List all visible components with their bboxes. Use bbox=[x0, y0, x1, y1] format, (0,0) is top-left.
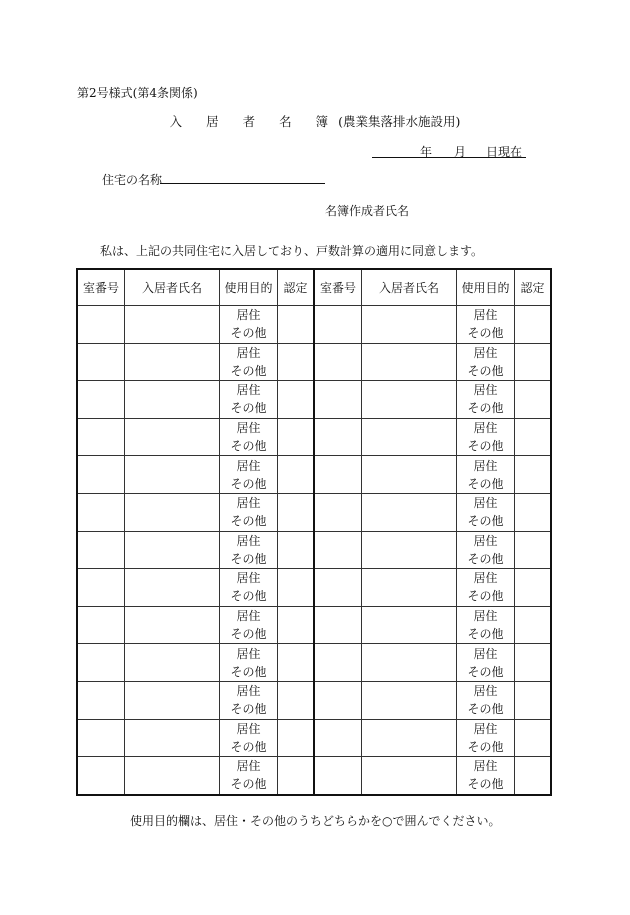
purpose-option-residence[interactable]: 居住 bbox=[473, 684, 498, 699]
resident-name-cell[interactable] bbox=[125, 719, 220, 757]
table-row bbox=[77, 531, 551, 569]
document-title bbox=[0, 112, 630, 130]
certification-cell[interactable] bbox=[278, 644, 315, 682]
room-number-cell[interactable] bbox=[314, 456, 362, 494]
room-number-cell[interactable] bbox=[314, 719, 362, 757]
header-room-number: 室番号 bbox=[77, 269, 125, 306]
housing-name-field[interactable] bbox=[160, 183, 325, 184]
room-number-cell[interactable] bbox=[314, 531, 362, 569]
purpose-option-other[interactable]: その他 bbox=[230, 664, 267, 679]
purpose-option-other[interactable]: その他 bbox=[467, 401, 504, 416]
resident-name-cell[interactable] bbox=[362, 681, 457, 719]
purpose-cell[interactable] bbox=[220, 531, 278, 569]
certification-cell[interactable] bbox=[515, 456, 552, 494]
purpose-option-residence[interactable]: 居住 bbox=[236, 646, 261, 661]
room-number-cell[interactable] bbox=[77, 456, 125, 494]
purpose-option-residence[interactable]: 居住 bbox=[236, 345, 261, 360]
purpose-option-residence[interactable]: 居住 bbox=[473, 721, 498, 736]
resident-name-cell[interactable] bbox=[362, 456, 457, 494]
purpose-cell[interactable] bbox=[220, 719, 278, 757]
purpose-option-other[interactable]: その他 bbox=[467, 514, 504, 529]
header-room-number: 室番号 bbox=[314, 269, 362, 306]
purpose-cell[interactable] bbox=[457, 381, 515, 419]
room-number-cell[interactable] bbox=[77, 343, 125, 381]
resident-name-cell[interactable] bbox=[125, 493, 220, 531]
room-number-cell[interactable] bbox=[314, 493, 362, 531]
table-row bbox=[77, 418, 551, 456]
header-purpose: 使用目的 bbox=[220, 269, 278, 306]
purpose-option-other[interactable]: その他 bbox=[230, 551, 267, 566]
certification-cell[interactable] bbox=[278, 606, 315, 644]
certification-cell[interactable] bbox=[515, 681, 552, 719]
resident-name-cell[interactable] bbox=[125, 381, 220, 419]
purpose-option-residence[interactable]: 居住 bbox=[473, 609, 498, 624]
certification-cell[interactable] bbox=[515, 719, 552, 757]
resident-name-cell[interactable] bbox=[125, 306, 220, 344]
purpose-option-other[interactable]: その他 bbox=[467, 739, 504, 754]
purpose-cell[interactable] bbox=[457, 606, 515, 644]
header-resident-name: 入居者氏名 bbox=[362, 269, 457, 306]
resident-name-cell[interactable] bbox=[362, 757, 457, 795]
purpose-option-other[interactable]: その他 bbox=[467, 551, 504, 566]
certification-cell[interactable] bbox=[515, 418, 552, 456]
purpose-cell[interactable] bbox=[457, 418, 515, 456]
resident-name-cell[interactable] bbox=[125, 569, 220, 607]
room-number-cell[interactable] bbox=[314, 644, 362, 682]
room-number-cell[interactable] bbox=[77, 757, 125, 795]
purpose-option-other[interactable]: その他 bbox=[230, 702, 267, 717]
purpose-option-residence[interactable]: 居住 bbox=[473, 646, 498, 661]
certification-cell[interactable] bbox=[515, 606, 552, 644]
date-month: 月 bbox=[454, 145, 467, 159]
purpose-cell[interactable] bbox=[457, 306, 515, 344]
title-suffix: (農業集落排水施設用) bbox=[338, 114, 461, 129]
purpose-cell[interactable] bbox=[457, 569, 515, 607]
certification-cell[interactable] bbox=[515, 569, 552, 607]
purpose-cell[interactable] bbox=[220, 343, 278, 381]
purpose-option-residence[interactable]: 居住 bbox=[236, 684, 261, 699]
purpose-option-residence[interactable]: 居住 bbox=[236, 759, 261, 774]
purpose-option-residence[interactable]: 居住 bbox=[473, 496, 498, 511]
resident-name-cell[interactable] bbox=[362, 644, 457, 682]
room-number-cell[interactable] bbox=[314, 606, 362, 644]
purpose-option-other[interactable]: その他 bbox=[467, 589, 504, 604]
certification-cell[interactable] bbox=[515, 343, 552, 381]
resident-name-cell[interactable] bbox=[362, 381, 457, 419]
table-row bbox=[77, 456, 551, 494]
room-number-cell[interactable] bbox=[314, 569, 362, 607]
purpose-option-residence[interactable]: 居住 bbox=[473, 458, 498, 473]
purpose-option-residence[interactable]: 居住 bbox=[473, 383, 498, 398]
purpose-option-other[interactable]: その他 bbox=[230, 739, 267, 754]
certification-cell[interactable] bbox=[515, 306, 552, 344]
purpose-cell[interactable] bbox=[457, 757, 515, 795]
title-main: 入 居 者 名 簿 bbox=[169, 114, 339, 129]
purpose-option-residence[interactable]: 居住 bbox=[236, 421, 261, 436]
purpose-option-residence[interactable]: 居住 bbox=[236, 571, 261, 586]
certification-cell[interactable] bbox=[278, 719, 315, 757]
purpose-option-residence[interactable]: 居住 bbox=[236, 533, 261, 548]
resident-name-cell[interactable] bbox=[125, 606, 220, 644]
certification-cell[interactable] bbox=[278, 757, 315, 795]
purpose-option-residence[interactable]: 居住 bbox=[473, 571, 498, 586]
author-name-label: 名簿作成者氏名 bbox=[325, 204, 410, 218]
purpose-option-other[interactable]: その他 bbox=[467, 326, 504, 341]
purpose-cell[interactable] bbox=[220, 306, 278, 344]
purpose-option-other[interactable]: その他 bbox=[230, 476, 267, 491]
resident-name-cell[interactable] bbox=[362, 493, 457, 531]
resident-name-cell[interactable] bbox=[125, 456, 220, 494]
purpose-option-other[interactable]: その他 bbox=[467, 664, 504, 679]
resident-name-cell[interactable] bbox=[362, 569, 457, 607]
resident-name-cell[interactable] bbox=[362, 606, 457, 644]
resident-name-cell[interactable] bbox=[125, 531, 220, 569]
purpose-cell[interactable] bbox=[220, 606, 278, 644]
room-number-cell[interactable] bbox=[314, 757, 362, 795]
date-year: 年 bbox=[420, 145, 433, 159]
purpose-option-residence[interactable]: 居住 bbox=[473, 759, 498, 774]
purpose-cell[interactable] bbox=[457, 681, 515, 719]
certification-cell[interactable] bbox=[278, 681, 315, 719]
purpose-option-residence[interactable]: 居住 bbox=[473, 308, 498, 323]
purpose-option-residence[interactable]: 居住 bbox=[236, 458, 261, 473]
resident-name-cell[interactable] bbox=[362, 343, 457, 381]
table-row bbox=[77, 644, 551, 682]
purpose-option-other[interactable]: その他 bbox=[467, 476, 504, 491]
purpose-cell[interactable] bbox=[457, 493, 515, 531]
room-number-cell[interactable] bbox=[314, 681, 362, 719]
room-number-cell[interactable] bbox=[314, 306, 362, 344]
purpose-option-other[interactable]: その他 bbox=[230, 439, 267, 454]
table-row bbox=[77, 306, 551, 344]
certification-cell[interactable] bbox=[278, 306, 315, 344]
room-number-cell[interactable] bbox=[314, 381, 362, 419]
purpose-option-residence[interactable]: 居住 bbox=[473, 421, 498, 436]
table-row bbox=[77, 719, 551, 757]
purpose-cell[interactable] bbox=[220, 644, 278, 682]
room-number-cell[interactable] bbox=[77, 719, 125, 757]
purpose-cell[interactable] bbox=[220, 456, 278, 494]
purpose-option-residence[interactable]: 居住 bbox=[236, 496, 261, 511]
certification-cell[interactable] bbox=[515, 757, 552, 795]
purpose-option-other[interactable]: その他 bbox=[230, 627, 267, 642]
purpose-option-other[interactable]: その他 bbox=[230, 777, 267, 792]
resident-name-cell[interactable] bbox=[362, 306, 457, 344]
purpose-option-other[interactable]: その他 bbox=[467, 702, 504, 717]
purpose-cell[interactable] bbox=[457, 456, 515, 494]
table-row bbox=[77, 381, 551, 419]
purpose-cell[interactable] bbox=[220, 757, 278, 795]
purpose-cell[interactable] bbox=[457, 644, 515, 682]
purpose-cell[interactable] bbox=[457, 719, 515, 757]
certification-cell[interactable] bbox=[515, 493, 552, 531]
purpose-option-residence[interactable]: 居住 bbox=[473, 345, 498, 360]
room-number-cell[interactable] bbox=[77, 306, 125, 344]
purpose-cell[interactable] bbox=[457, 531, 515, 569]
table-row bbox=[77, 493, 551, 531]
purpose-cell[interactable] bbox=[220, 418, 278, 456]
resident-table bbox=[76, 268, 552, 796]
room-number-cell[interactable] bbox=[77, 644, 125, 682]
resident-name-cell[interactable] bbox=[125, 757, 220, 795]
housing-name-label: 住宅の名称 bbox=[102, 173, 163, 187]
purpose-option-residence[interactable]: 居住 bbox=[236, 721, 261, 736]
purpose-cell[interactable] bbox=[220, 493, 278, 531]
consent-statement: 私は、上記の共同住宅に入居しており、戸数計算の適用に同意します。 bbox=[100, 244, 484, 258]
room-number-cell[interactable] bbox=[77, 418, 125, 456]
resident-name-cell[interactable] bbox=[125, 681, 220, 719]
room-number-cell[interactable] bbox=[77, 606, 125, 644]
resident-name-cell[interactable] bbox=[362, 418, 457, 456]
purpose-option-other[interactable]: その他 bbox=[230, 401, 267, 416]
purpose-cell[interactable] bbox=[220, 569, 278, 607]
room-number-cell[interactable] bbox=[77, 381, 125, 419]
purpose-option-residence[interactable]: 居住 bbox=[236, 609, 261, 624]
purpose-cell[interactable] bbox=[220, 681, 278, 719]
table-header-row bbox=[77, 269, 551, 306]
room-number-cell[interactable] bbox=[77, 531, 125, 569]
certification-cell[interactable] bbox=[278, 418, 315, 456]
purpose-option-other[interactable]: その他 bbox=[467, 777, 504, 792]
purpose-option-residence[interactable]: 居住 bbox=[473, 533, 498, 548]
purpose-option-residence[interactable]: 居住 bbox=[236, 383, 261, 398]
header-purpose: 使用目的 bbox=[457, 269, 515, 306]
certification-cell[interactable] bbox=[515, 381, 552, 419]
date-day: 日現在 bbox=[486, 145, 523, 159]
certification-cell[interactable] bbox=[278, 381, 315, 419]
purpose-option-other[interactable]: その他 bbox=[230, 589, 267, 604]
table-row bbox=[77, 757, 551, 795]
certification-cell[interactable] bbox=[278, 531, 315, 569]
purpose-cell[interactable] bbox=[457, 343, 515, 381]
resident-name-cell[interactable] bbox=[125, 343, 220, 381]
header-certification: 認定 bbox=[278, 269, 315, 306]
room-number-cell[interactable] bbox=[77, 681, 125, 719]
room-number-cell[interactable] bbox=[314, 418, 362, 456]
resident-name-cell[interactable] bbox=[125, 418, 220, 456]
purpose-option-other[interactable]: その他 bbox=[230, 514, 267, 529]
resident-name-cell[interactable] bbox=[362, 531, 457, 569]
table-row bbox=[77, 569, 551, 607]
room-number-cell[interactable] bbox=[77, 493, 125, 531]
certification-cell[interactable] bbox=[515, 531, 552, 569]
table-row bbox=[77, 606, 551, 644]
purpose-cell[interactable] bbox=[220, 381, 278, 419]
resident-name-cell[interactable] bbox=[362, 719, 457, 757]
purpose-option-other[interactable]: その他 bbox=[467, 363, 504, 378]
certification-cell[interactable] bbox=[278, 493, 315, 531]
purpose-option-residence[interactable]: 居住 bbox=[236, 308, 261, 323]
purpose-option-other[interactable]: その他 bbox=[467, 439, 504, 454]
certification-cell[interactable] bbox=[278, 343, 315, 381]
room-number-cell[interactable] bbox=[314, 343, 362, 381]
table-row bbox=[77, 681, 551, 719]
resident-name-cell[interactable] bbox=[125, 644, 220, 682]
certification-cell[interactable] bbox=[278, 569, 315, 607]
footnote: 使用目的欄は、居住・その他のうちどちらかを○で囲んでください。 bbox=[130, 814, 501, 828]
room-number-cell[interactable] bbox=[77, 569, 125, 607]
purpose-option-other[interactable]: その他 bbox=[230, 326, 267, 341]
header-certification: 認定 bbox=[515, 269, 552, 306]
table-row bbox=[77, 343, 551, 381]
form-number: 第2号様式(第4条関係) bbox=[77, 86, 198, 100]
header-resident-name: 入居者氏名 bbox=[125, 269, 220, 306]
certification-cell[interactable] bbox=[515, 644, 552, 682]
purpose-option-other[interactable]: その他 bbox=[467, 627, 504, 642]
purpose-option-other[interactable]: その他 bbox=[230, 363, 267, 378]
date-field[interactable] bbox=[372, 143, 526, 158]
certification-cell[interactable] bbox=[278, 456, 315, 494]
